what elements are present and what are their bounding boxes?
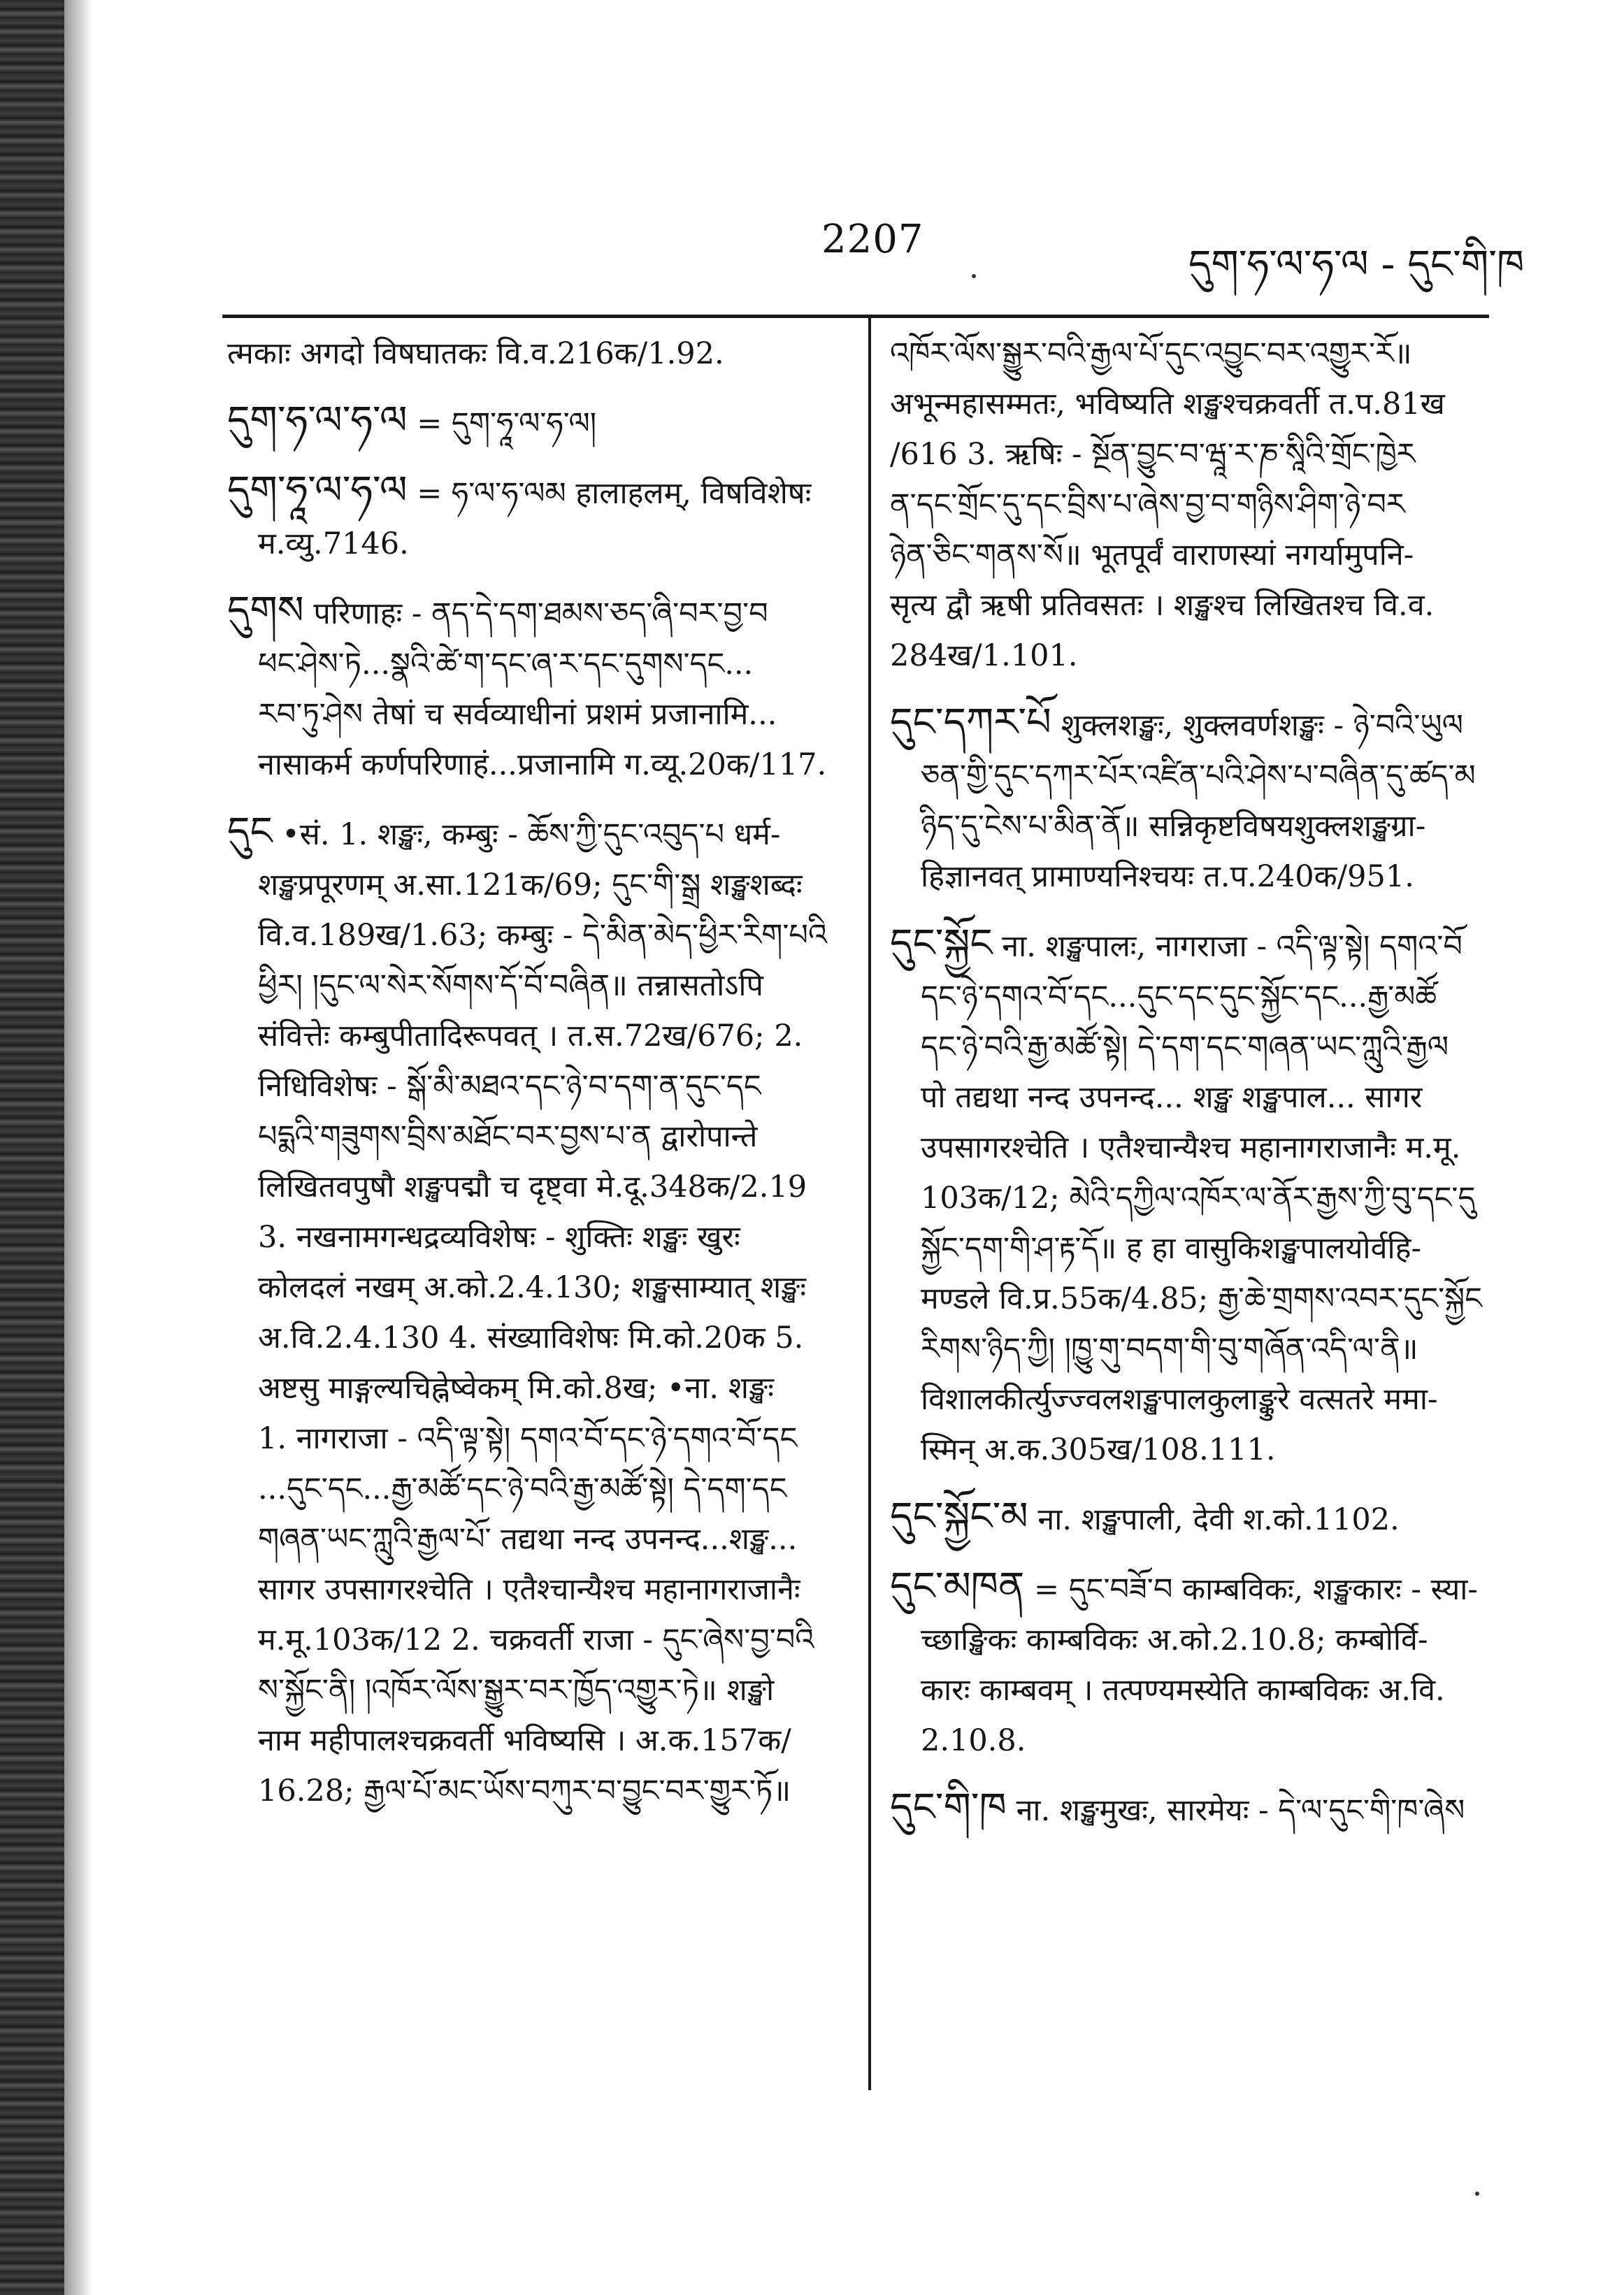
- entry-headword: དུགས: [227, 588, 304, 633]
- dictionary-entry: [227, 807, 849, 1816]
- entry-text: = ཧ་ལ་ཧ་ལམ हालाहलम्, विषविशेषः म.व्यु.7146.: [258, 476, 812, 561]
- entry-text: = དུང་བཟོ་བ काम्बविकः, शङ्खकारः - स्या- च्छाङ्खिकः काम्बविकः अ.को.2.10.8; कम्बोर्वि- कारः काम्बवम् । तत्पण्यमस्येति काम्बविकः अ.वि. 2.10.8.: [921, 1572, 1478, 1758]
- entry-headword: དུག་ཧཱ་ལ་ཧ་ལ: [227, 468, 408, 513]
- dictionary-entry: [890, 329, 1512, 681]
- dictionary-entry: [227, 329, 849, 379]
- entry-text: •सं. 1. शङ्खः, कम्बुः - ཆོས་ཀྱི་དུང་འབུད་པ धर्म- शङ्खप्रपूरणम् अ.सा.121क/69; དུང་གི་སྒྲ शङ्खशब्दः वि.व.189ख/1.63; कम्बुः - དེ་མིན་མེད་ཕྱིར་རིག་པའི ཕྱིར། །དུང་ལ་སེར་སོགས་དོ་བོ་བཞིན॥ तन्नासतोऽपि संवित्तेः कम्बुपीतादिरूपवत् । त.स.72ख/676; 2. निधिविशेषः - སྒོ་མི་མཐའ་དང་ཉེ་བ་དག་ན་དུང་དང པདྨའི་གཟུགས་བྲིས་མཐོང་བར་བྱས་པ་ན द्वारोपान्ते लिखितवपुषौ शङ्खपद्मौ च दृष्ट्वा मे.दू.348क/2.19 3. नखनामगन्धद्रव्यविशेषः - शुक्तिः शङ्खः खुरः कोलदलं नखम् अ.को.2.4.130; शङ्खसाम्यात् शङ्खः अ.वि.2.4.130 4. संख्याविशेषः मि.को.20क 5. अष्टसु माङ्गल्यचिह्नेष्वेकम् मि.को.8ख; •ना. शङ्खः 1. नागराजा - འདི་ལྟ་སྟེ། དགའ་བོ་དང་ཉེ་དགའ་བོ་དང ...དུང་དང...རྒྱ་མཚོ་དང་ཉེ་བའི་རྒྱ་མཚོ་སྟེ། དེ་དག་དང གཞན་ཡང་ཀླུའི་རྒྱལ་པོ་ तद्यथा नन्द उपनन्द...शङ्ख... सागर उपसागरश्चेति । एतैश्चान्यैश्च महानागराजानैः म.मू.103क/12 2. चक्रवर्ती राजा - དུང་ཞེས་བྱ་བའི ས་སྐྱོང་ནི། །འཁོར་ལོས་སྒྱུར་བར་ཁྱོད་འགྱུར་ཏེ॥ शङ्खो नाम महीपालश्चक्रवर्ती भविष्यसि । अ.क.157क/ 16.28; རྒྱལ་པོ་མང་ཡོས་བཀུར་བ་བྱུང་བར་གྱུར་ཏོ॥: [258, 817, 828, 1808]
- dictionary-entry: [890, 919, 1512, 1475]
- entry-headword: དུག་ཧ་ལ་ཧ་ལ: [227, 398, 408, 443]
- dictionary-entry: [227, 586, 849, 790]
- entry-text: परिणाहः - ནད་དེ་དག་ཐམས་ཅད་ཞི་བར་བྱ་བ ཕང་ཤེས་ཏེ...སྣའི་ཚེ་ག་དང་ཞ་ར་དང་དུགས་དང... རབ་ཏུ་ཤེས तेषां च सर्वव्याधीनां प्रशमं प्रजानामि... नासाकर्म कर्णपरिणाहं...प्रजानामि ग.व्यू.20क/117.: [258, 596, 827, 782]
- dictionary-entry: [890, 1562, 1512, 1766]
- dictionary-entry: [890, 1492, 1512, 1545]
- dictionary-entry: [890, 1783, 1512, 1836]
- running-head: དུག་ཧ་ལ་ཧ་ལ - དུང་གི་ཁ: [1188, 242, 1525, 287]
- entry-text: འཁོར་ལོས་སྒྱུར་བའི་རྒྱལ་པོ་དུང་འབྱུང་བར་འགྱུར་རོ॥ अभून्महासम्मतः, भविष्यति शङ्खश्चक्रवर्ती त.प.81ख /616 3. ऋषिः - སྔོན་བྱུང་བ་ཝཱ་ར་ཎ་སཱིའི་གྲོང་ཁྱེར ན་དང་གྲོང་དུ་དང་བྲིས་པ་ཞེས་བྱ་བ་གཉིས་ཤིག་ཉེ་བར ཉེན་ཅིང་གནས་སོ॥ भूतपूर्वं वाराणस्यां नगर्यामुपनि- सृत्य द्वौ ऋषी प्रतिवसतः । शङ्खश्च लिखितश्च वि.व. 284ख/1.101.: [890, 336, 1445, 673]
- dictionary-entry: [890, 698, 1512, 902]
- entry-text: = དུག་ཧཱ་ལ་ཧ་ལ།: [417, 406, 597, 441]
- entry-text: ना. शङ्खपाली, देवी श.को.1102.: [1037, 1502, 1400, 1537]
- page-number: 2207: [821, 217, 924, 262]
- entry-text: शुक्लशङ्खः, शुक्लवर्णशङ्खः - ཉེ་བའི་ཡུལ ཅན་གྱི་དུང་དཀར་པོར་འཛིན་པའི་ཤེས་པ་བཞིན་དུ་ཚད་མ ཉིད་དུ་ངེས་པ་མིན་ནོ॥ सन्निकृष्टविषयशुक्लशङ्खग्रा- हिज्ञानवत् प्रामाण्यनिश्चयः त.प.240क/951.: [921, 708, 1476, 894]
- header-rule: [222, 315, 1489, 318]
- right-column: [890, 329, 1512, 1852]
- entry-text: ना. शङ्खपालः, नागराजा - འདི་ལྟ་སྟེ། དགའ་བོ དང་ཉེ་དགའ་བོ་དང...དུང་དང་དུང་སྐྱོང་དང...རྒྱ་མཚོ དང་ཉེ་བའི་རྒྱ་མཚོ་སྟེ། དེ་དག་དང་གཞན་ཡང་ཀླུའི་རྒྱལ पो तद्यथा नन्द उपनन्द... शङ्ख शङ्खपाल... सागर उपसागरश्चेति । एतैश्चान्यैश्च महानागराजानैः म.मू. 103क/12; མེའི་དཀྱིལ་འཁོར་ལ་ནོར་རྒྱས་ཀྱི་བུ་དང་དུ སྐྱོང་དག་གི་ཤ་རྟ་དོ॥ ह हा वासुकिशङ्खपालयोर्वहि- मण्डले वि.प्र.55क/4.85; རྒྱ་ཆེ་གྲགས་འབར་དུང་སྐྱོང རིགས་ཉིད་ཀྱི། །ཁྱུ་གུ་བདག་གི་བུ་གཞོན་འདི་ལ་ནི॥ विशालकीर्त्युज्ज्वलशङ्खपालकुलाङ्कुरे वत्सतरे ममा- स्मिन् अ.क.305ख/108.111.: [921, 929, 1482, 1467]
- entry-text: त्मकाः अगदो विषघातकः वि.व.216क/1.92.: [227, 336, 724, 371]
- entry-headword: དུང་མཁན: [890, 1564, 1025, 1609]
- scan-edge: [0, 0, 64, 2295]
- scan-speck: [1475, 2192, 1479, 2196]
- entry-headword: དུང་གི་ཁ: [890, 1785, 1007, 1830]
- entry-headword: དུང་དཀར་པོ: [890, 700, 1051, 745]
- entry-headword: དུང་སྐྱོང་མ: [890, 1494, 1028, 1539]
- scan-speck: [972, 274, 976, 278]
- dictionary-entry: [227, 466, 849, 569]
- left-column: [227, 329, 849, 1833]
- entry-headword: དུང་སྐྱོང: [890, 921, 993, 966]
- entry-text: ना. शङ्खमुखः, सारमेयः - དེ་ལ་དུང་གི་ཁ་ཞེས: [1016, 1793, 1465, 1828]
- column-divider: [868, 315, 871, 2090]
- entry-headword: དུང: [227, 809, 273, 854]
- dictionary-entry: [227, 396, 849, 449]
- scan-edge-shadow: [64, 0, 92, 2295]
